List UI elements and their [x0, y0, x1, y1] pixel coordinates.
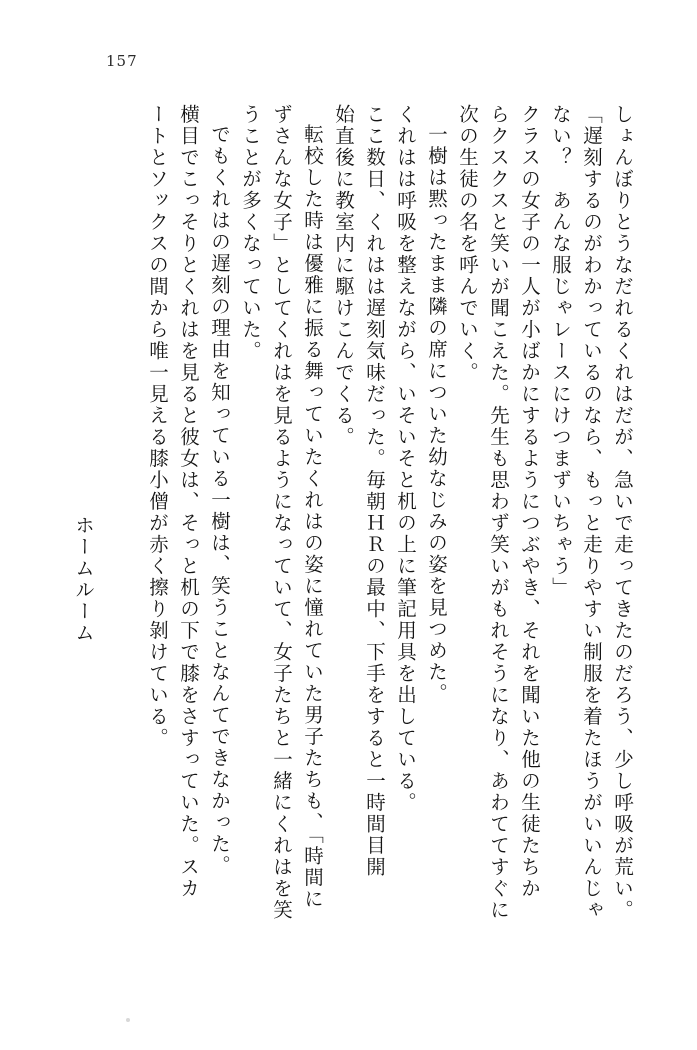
- text-line: ずさんな女子」としてくれはを見るようになっていて、女子たちと一緒にくれはを笑: [270, 104, 293, 921]
- vertical-text-block: [72, 104, 638, 972]
- text-line: らクスクスと笑いが聞こえた。先生も思わず笑いがもれそうになり、あわててすぐに: [487, 104, 510, 921]
- text-line: うことが多くなっていた。: [239, 104, 262, 362]
- text-line: 「遅刻するのがわかっているのなら、もっと走りやすい制服を着たほうがいいんじゃ: [580, 104, 603, 921]
- text-line: クラスの女子の一人が小ばかにするようにつぶやき、それを聞いた他の生徒たちか: [518, 104, 541, 900]
- text-line: 始直後に教室内に駆けこんでくる。: [332, 104, 355, 448]
- text-line: ない？ あんな服じゃレースにけつまずいちゃう」: [549, 104, 572, 599]
- text-line: 一樹は黙ったまま隣の席についた幼なじみの姿を見つめた。: [425, 124, 448, 705]
- text-line: 転校した時は優雅に振る舞っていたくれはの姿に憧れていた男子たちも、「時間に: [301, 124, 324, 910]
- text-line: 横目でこっそりとくれはを見ると彼女は、そっと机の下で膝をさすっていた。スカ: [177, 104, 200, 900]
- text-line-ruby-base: ここ数日、くれはは遅刻気味だった。毎朝ＨＲの最中、下手をすると一時間目開: [363, 104, 386, 878]
- text-line: 次の生徒の名を呼んでいく。: [456, 104, 479, 384]
- text-line: しょんぼりとうなだれるくれはだが、急いで走ってきたのだろう、少し呼吸が荒い。: [611, 104, 634, 921]
- footer-dot: [126, 1018, 130, 1022]
- text-line: ートとソックスの間から唯一見える膝小僧が赤く擦り剝けている。: [146, 104, 169, 749]
- ruby-annotation: ホームルーム: [72, 514, 95, 644]
- text-line: でもくれはの遅刻の理由を知っている一樹は、笑うことなんてできなかった。: [208, 124, 231, 877]
- text-line: くれはは呼吸を整えながら、いそいそと机の上に筆記用具を出している。: [394, 104, 417, 814]
- page-number: 157: [106, 52, 138, 70]
